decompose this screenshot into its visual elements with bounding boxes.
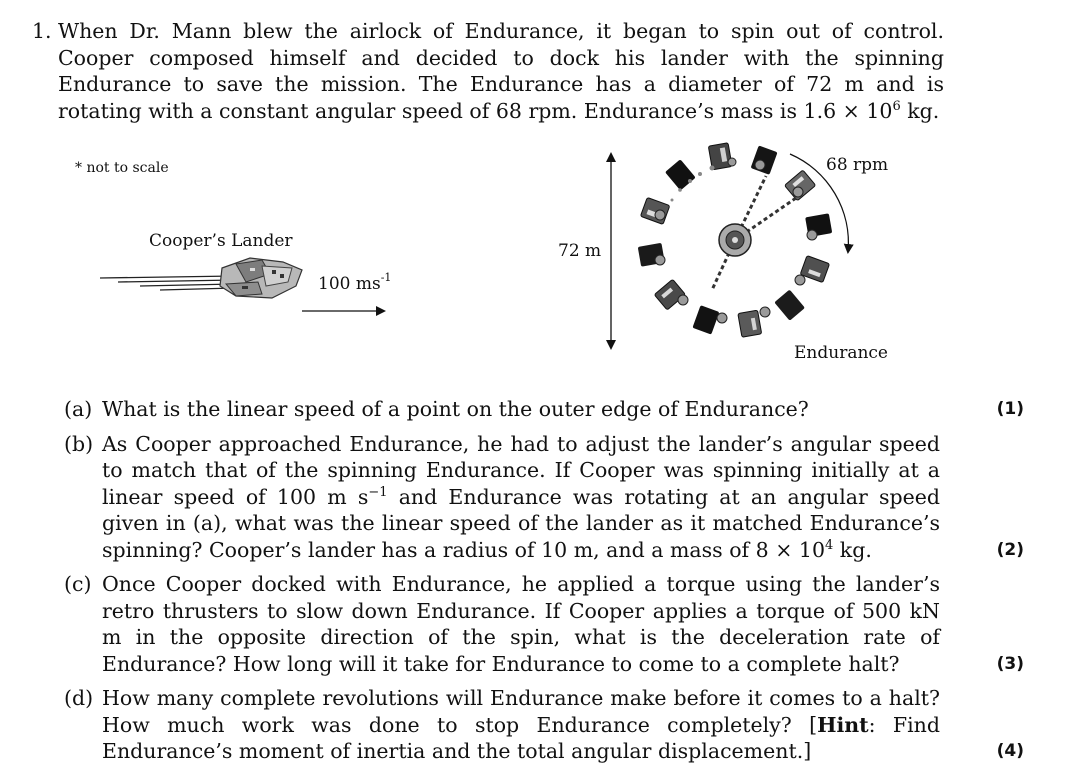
marks-badge: (3) (996, 653, 1024, 674)
question-intro (32, 18, 944, 124)
question-parts (64, 396, 1034, 773)
figure-drawing (0, 140, 1069, 370)
lander-icon (220, 258, 302, 298)
not-to-scale-note: * not to scale (75, 160, 169, 176)
marks-badge: (4) (996, 741, 1024, 761)
lander-speed-lines (100, 276, 235, 290)
diameter-label: 72 m (558, 241, 602, 261)
part-a (64, 396, 1034, 423)
part-c (64, 571, 1034, 677)
part-letter: (d) (64, 686, 94, 710)
rpm-label: 68 rpm (826, 155, 889, 175)
part-text: What is the linear speed of a point on the outer edge of Endurance? (102, 397, 809, 421)
part-d (64, 685, 1034, 765)
marks-badge: (1) (996, 399, 1024, 419)
rotation-arrow (790, 154, 848, 252)
part-text: How many complete revolutions will Endurance make before it comes to a halt? How much work was done to stop Endurance completely? [Hint: Find Endurance’s moment of inertia and the total angular displacement.] (102, 686, 940, 763)
figure (0, 140, 1069, 370)
part-b (64, 431, 1034, 564)
part-letter: (b) (64, 431, 94, 456)
intro-text: When Dr. Mann blew the airlock of Endurance, it began to spin out of control. Cooper composed himself and decided to dock his lander with the spinning Endurance to save the mission. The Endurance has a diameter of 72 m and is rotating with a constant angular speed of 68 rpm. Endurance’s mass is $1.6 \times 10^6$ kg. (58, 19, 944, 123)
lander-label: Cooper’s Lander (149, 231, 293, 251)
endurance-station-icon (638, 143, 833, 338)
part-text: Once Cooper docked with Endurance, he applied a torque using the lander’s retro thrusters to slow down Endurance. If Cooper applies a torque of 500 kN m in the opposite direction of the spin, what is the deceleration rate of Endurance? How long will it take for Endurance to come to a complete halt? (102, 572, 940, 676)
part-text: As Cooper approached Endurance, he had to adjust the lander’s angular speed to match that of the spinning Endurance. If Cooper was spinning initially at a linear speed of 100 m $s^{-1}$ and Endurance was rotating at an angular speed given in (a), what was the linear speed of the lander as it matched Endurance’s spinning? Cooper’s lander has a radius of 10 m, and a mass of $8 \times 10^4$ kg. (102, 431, 940, 562)
part-letter: (c) (64, 572, 92, 596)
question-number: 1. (32, 19, 52, 43)
velocity-label: 100 $ms^{-1}$ (318, 271, 392, 294)
endurance-label: Endurance (794, 343, 888, 363)
part-letter: (a) (64, 397, 93, 421)
marks-badge: (2) (996, 539, 1024, 560)
